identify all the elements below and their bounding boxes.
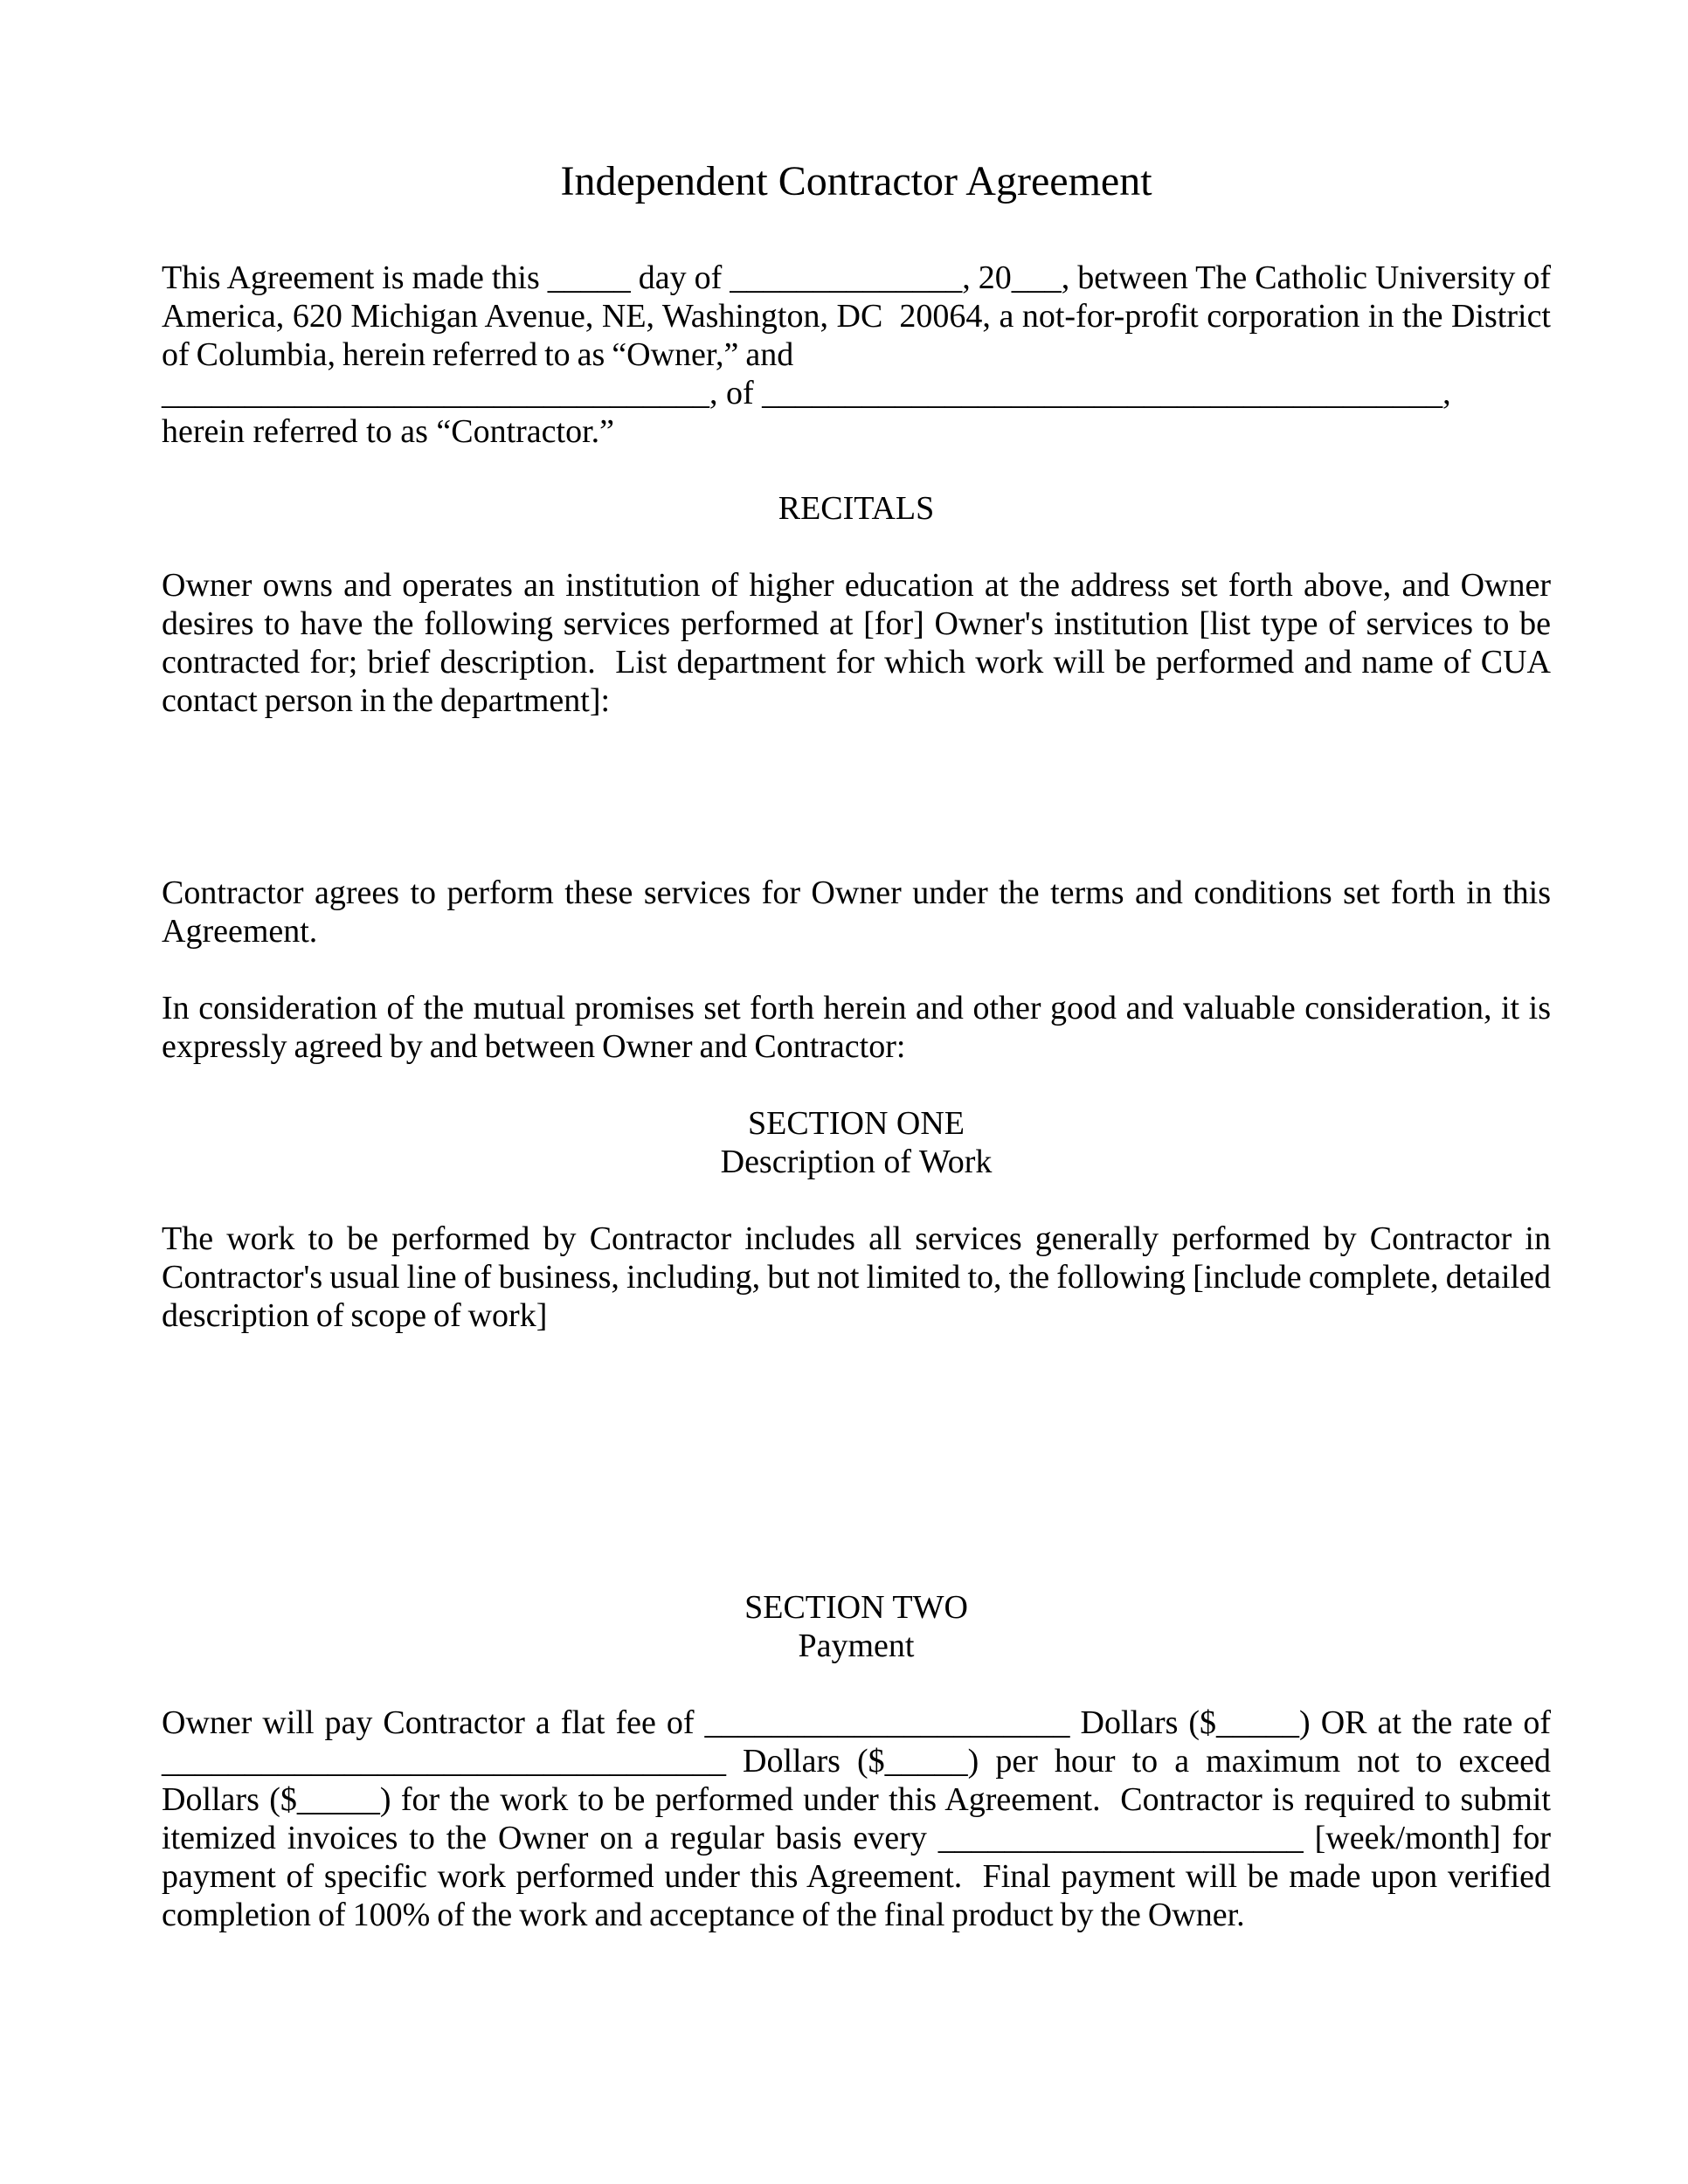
services-agreement-paragraph: Contractor agrees to perform these services for Owner under the terms and conditions set forth in this Agreement. bbox=[162, 874, 1551, 950]
recitals-heading: RECITALS bbox=[778, 490, 935, 527]
section-two-paragraph: Owner will pay Contractor a flat fee of ______________________ Dollars ($_____) OR at the rate of __________________________________ Dollars ($_____) per hour to a maximum not to exceed Dollars ($_____) for the work to be performed under this Agreement. Contractor is required to submit itemized invoices to the Owner on a regular basis every ______________________ [week/month] for payment of specific work performed under this Agreement. Final payment will be made upon verified completion of 100% of the work and acceptance of the final product by the Owner. bbox=[162, 1704, 1551, 1933]
section-one-subheading: Description of Work bbox=[720, 1144, 993, 1180]
section-one-heading: SECTION ONE bbox=[747, 1105, 965, 1142]
consideration-paragraph: In consideration of the mutual promises set forth herein and other good and valuable consideration, it is expressly agreed by and between Owner and Contractor: bbox=[162, 990, 1551, 1065]
recitals-paragraph: Owner owns and operates an institution of higher education at the address set forth above, and Owner desires to have the following services performed at [for] Owner's institution [list type of services to be contracted for; brief description. List department for which work will be performed and name of CUA contact person in the department]: bbox=[162, 567, 1551, 719]
document-title: Independent Contractor Agreement bbox=[560, 158, 1152, 204]
intro-contractor-blank-line: _________________________________, of _________________________________________, bbox=[162, 375, 1451, 411]
section-two-heading: SECTION TWO bbox=[744, 1589, 968, 1626]
intro-paragraph: This Agreement is made this _____ day of ______________, 20___, between The Catholic University of America, 620 Michigan Avenue, NE, Washington, DC 20064, a not-for-profit corporation in the District of Columbia, herein referred to as “Owner,” and bbox=[162, 259, 1551, 373]
section-one-paragraph: The work to be performed by Contractor includes all services generally performed by Contractor in Contractor's usual line of business, including, but not limited to, the following [include complete, detailed description of scope of work] bbox=[162, 1220, 1551, 1334]
intro-contractor-label-line: herein referred to as “Contractor.” bbox=[162, 413, 615, 450]
section-two-subheading: Payment bbox=[798, 1628, 915, 1664]
